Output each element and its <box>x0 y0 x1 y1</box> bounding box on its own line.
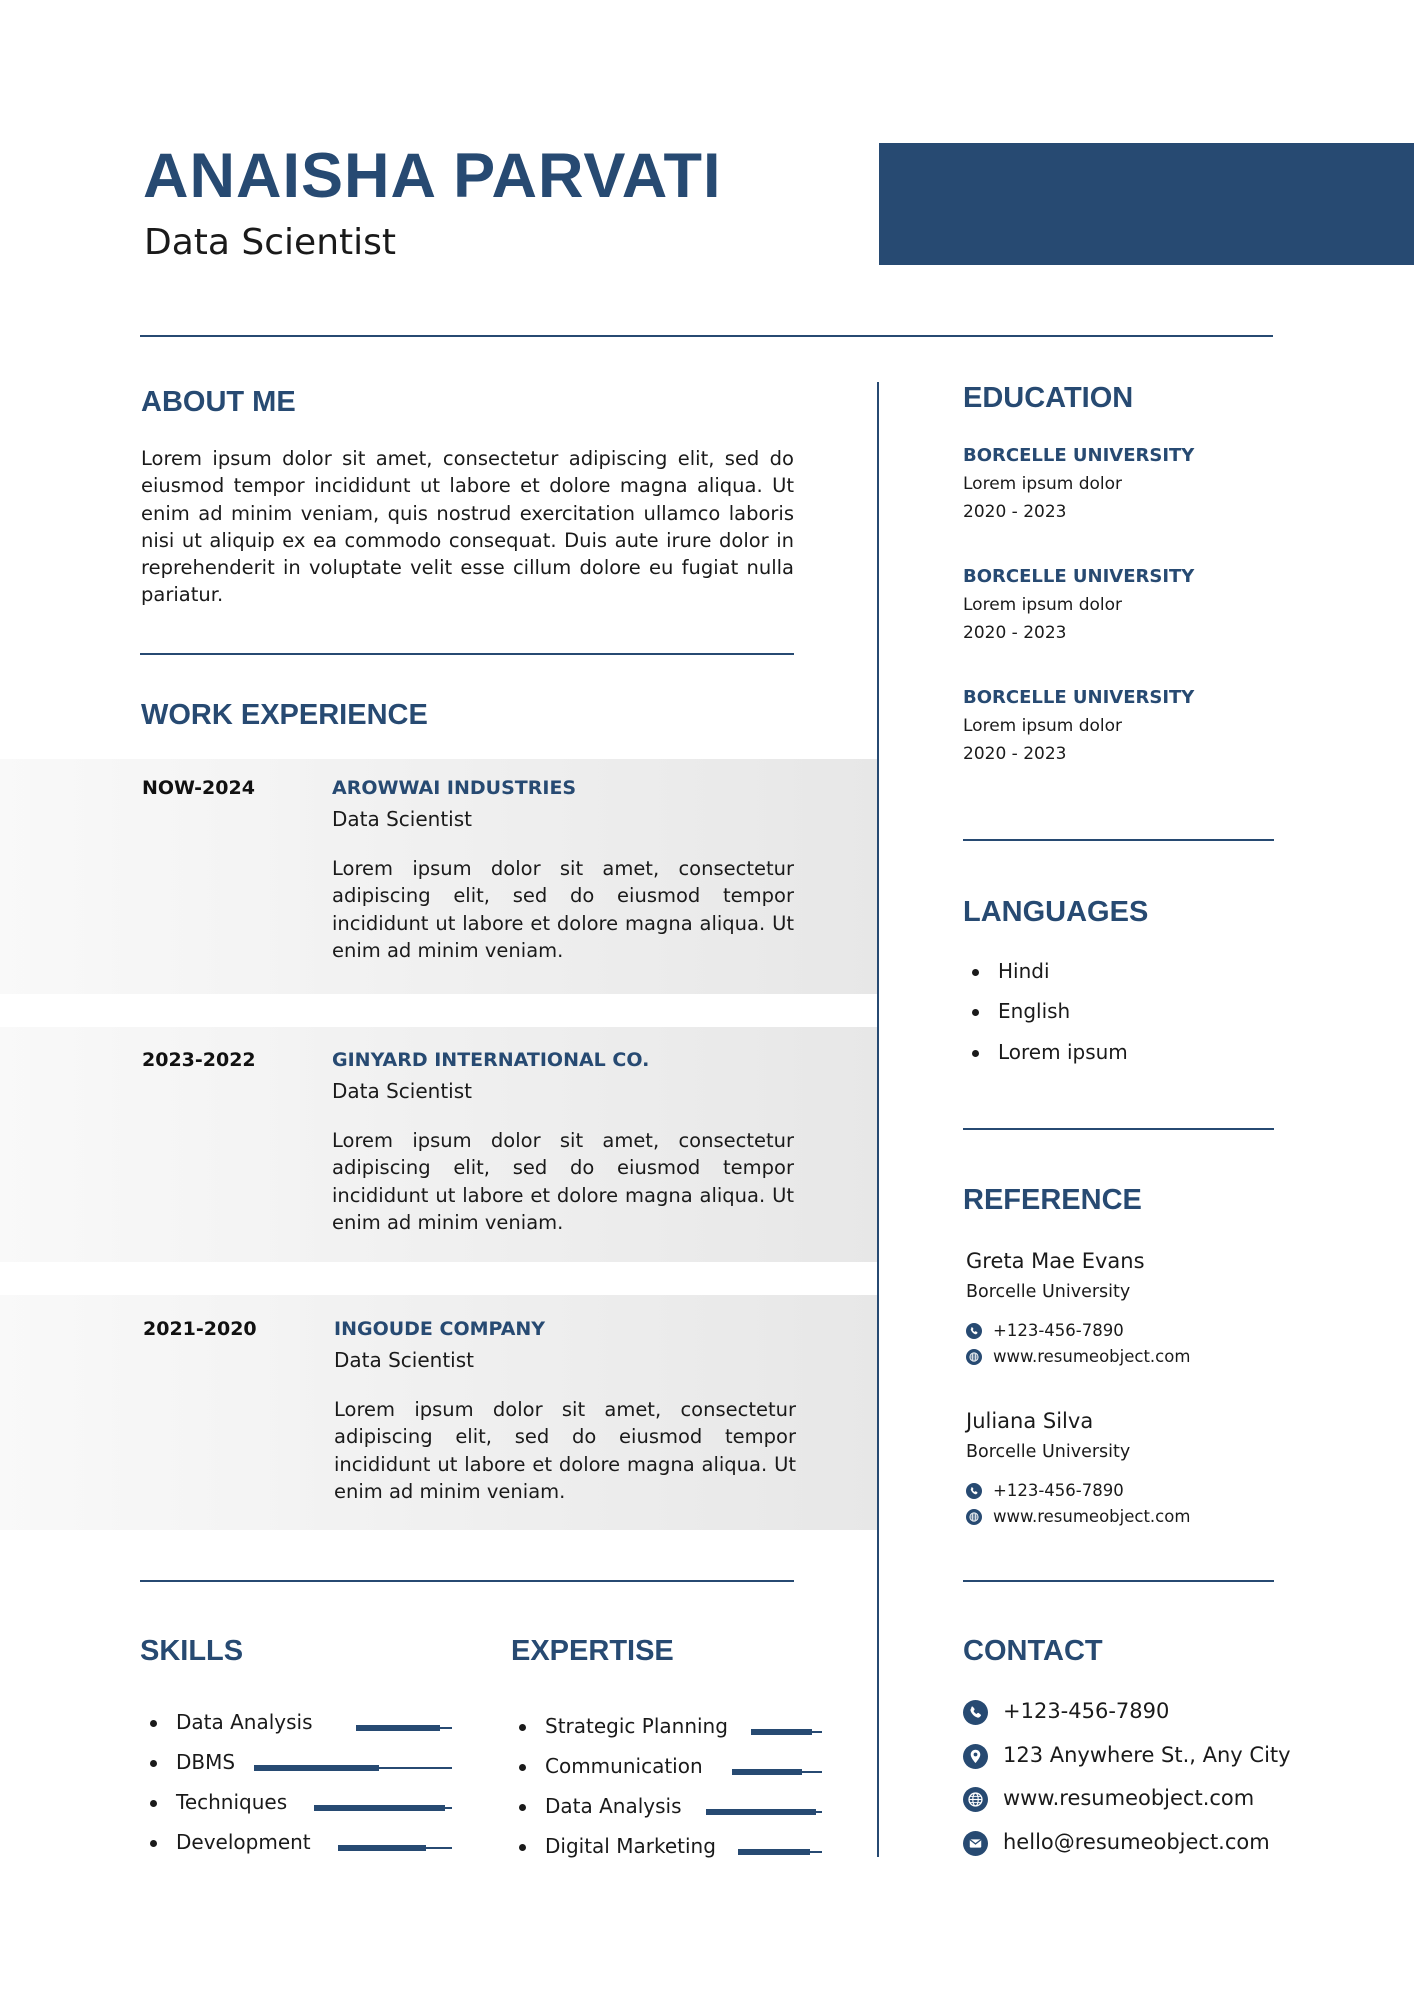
reference-phone: +123-456-7890 <box>993 1481 1124 1500</box>
about-divider <box>140 653 794 655</box>
education-detail: Lorem ipsum dolor <box>963 474 1123 494</box>
candidate-title: Data Scientist <box>144 222 396 263</box>
languages-heading: LANGUAGES <box>963 896 1149 928</box>
contact-phone: +123-456-7890 <box>1003 1699 1170 1723</box>
skill-label: DBMS <box>176 1750 236 1774</box>
phone-icon <box>966 1483 982 1499</box>
reference-divider <box>963 1580 1274 1582</box>
work-role: Data Scientist <box>332 1079 472 1103</box>
work-heading: WORK EXPERIENCE <box>141 699 428 731</box>
work-company: GINYARD INTERNATIONAL CO. <box>332 1049 650 1071</box>
language-item: Lorem ipsum <box>998 1040 1128 1064</box>
work-description: Lorem ipsum dolor sit amet, consectetur adipiscing elit, sed do eiusmod tempor incididunt ut labore et dolore magna aliqua. Ut enim ad minim veniam. <box>332 1129 794 1234</box>
bullet-dot <box>519 1804 526 1811</box>
column-divider <box>877 382 879 1857</box>
header-divider <box>140 335 1273 337</box>
expertise-level-bar <box>751 1729 812 1735</box>
work-divider <box>140 1580 794 1582</box>
skill-label: Development <box>176 1830 311 1854</box>
reference-web[interactable]: www.resumeobject.com <box>993 1507 1191 1526</box>
education-divider <box>963 839 1274 841</box>
education-years: 2020 - 2023 <box>963 744 1067 764</box>
bullet-dot <box>150 1840 157 1847</box>
work-description: Lorem ipsum dolor sit amet, consectetur adipiscing elit, sed do eiusmod tempor incididunt ut labore et dolore magna aliqua. Ut enim ad minim veniam. <box>332 857 794 962</box>
work-description: Lorem ipsum dolor sit amet, consectetur adipiscing elit, sed do eiusmod tempor incididunt ut labore et dolore magna aliqua. Ut enim ad minim veniam. <box>334 1398 796 1503</box>
bullet-dot <box>150 1720 157 1727</box>
education-detail: Lorem ipsum dolor <box>963 716 1123 736</box>
education-heading: EDUCATION <box>963 382 1134 414</box>
candidate-name: ANAISHA PARVATI <box>143 141 722 211</box>
expertise-label: Data Analysis <box>545 1794 682 1818</box>
reference-name: Juliana Silva <box>966 1409 1094 1433</box>
skill-level-bar <box>314 1805 445 1811</box>
bullet-dot <box>972 1050 979 1057</box>
envelope-icon <box>963 1831 988 1856</box>
reference-org: Borcelle University <box>966 1442 1131 1462</box>
language-item: Hindi <box>998 959 1050 983</box>
contact-website[interactable]: www.resumeobject.com <box>1003 1786 1255 1810</box>
education-years: 2020 - 2023 <box>963 502 1067 522</box>
languages-divider <box>963 1128 1274 1130</box>
reference-name: Greta Mae Evans <box>966 1249 1145 1273</box>
expertise-level-bar <box>732 1769 802 1775</box>
globe-icon <box>966 1349 982 1365</box>
expertise-heading: EXPERTISE <box>511 1635 674 1667</box>
header-accent-bar <box>879 143 1414 265</box>
work-company: INGOUDE COMPANY <box>334 1318 546 1340</box>
phone-icon <box>966 1323 982 1339</box>
education-years: 2020 - 2023 <box>963 623 1067 643</box>
skill-level-bar <box>338 1845 426 1851</box>
skill-level-bar <box>254 1765 379 1771</box>
reference-phone: +123-456-7890 <box>993 1321 1124 1340</box>
globe-icon <box>963 1787 988 1812</box>
contact-email[interactable]: hello@resumeobject.com <box>1003 1830 1270 1854</box>
skills-heading: SKILLS <box>140 1635 244 1667</box>
bullet-dot <box>972 1009 979 1016</box>
education-detail: Lorem ipsum dolor <box>963 595 1123 615</box>
skill-label: Data Analysis <box>176 1710 313 1734</box>
work-role: Data Scientist <box>332 807 472 831</box>
bullet-dot <box>519 1764 526 1771</box>
about-text: Lorem ipsum dolor sit amet, consectetur adipiscing elit, sed do eiusmod tempor incididunt ut labore et dolore magna aliqua. Ut enim ad minim veniam, quis nostrud exercitation ullamco laboris nisi ut aliquip ex ea commodo consequat. Duis aute irure dolor in reprehenderit in voluptate velit esse cillum dolore eu fugiat nulla pariatur. <box>141 447 794 607</box>
bullet-dot <box>519 1724 526 1731</box>
work-role: Data Scientist <box>334 1348 474 1372</box>
skill-label: Techniques <box>176 1790 288 1814</box>
education-school: BORCELLE UNIVERSITY <box>963 566 1195 587</box>
expertise-label: Communication <box>545 1754 703 1778</box>
reference-org: Borcelle University <box>966 1282 1131 1302</box>
contact-address: 123 Anywhere St., Any City <box>1003 1743 1291 1767</box>
expertise-level-bar <box>706 1809 816 1815</box>
expertise-label: Strategic Planning <box>545 1714 728 1738</box>
bullet-dot <box>150 1760 157 1767</box>
about-heading: ABOUT ME <box>141 386 296 418</box>
globe-icon <box>966 1509 982 1525</box>
bullet-dot <box>150 1800 157 1807</box>
reference-heading: REFERENCE <box>963 1184 1142 1216</box>
skill-level-bar <box>356 1725 440 1731</box>
location-pin-icon <box>963 1744 988 1769</box>
language-item: English <box>998 999 1071 1023</box>
work-period: 2021-2020 <box>143 1318 257 1340</box>
bullet-dot <box>972 969 979 976</box>
work-period: 2023-2022 <box>142 1049 256 1071</box>
work-period: NOW-2024 <box>142 777 255 799</box>
work-company: AROWWAI INDUSTRIES <box>332 777 577 799</box>
expertise-level-bar <box>738 1849 810 1855</box>
contact-heading: CONTACT <box>963 1635 1103 1667</box>
phone-icon <box>963 1700 988 1725</box>
education-school: BORCELLE UNIVERSITY <box>963 687 1195 708</box>
reference-web[interactable]: www.resumeobject.com <box>993 1347 1191 1366</box>
bullet-dot <box>519 1844 526 1851</box>
education-school: BORCELLE UNIVERSITY <box>963 445 1195 466</box>
expertise-label: Digital Marketing <box>545 1834 716 1858</box>
